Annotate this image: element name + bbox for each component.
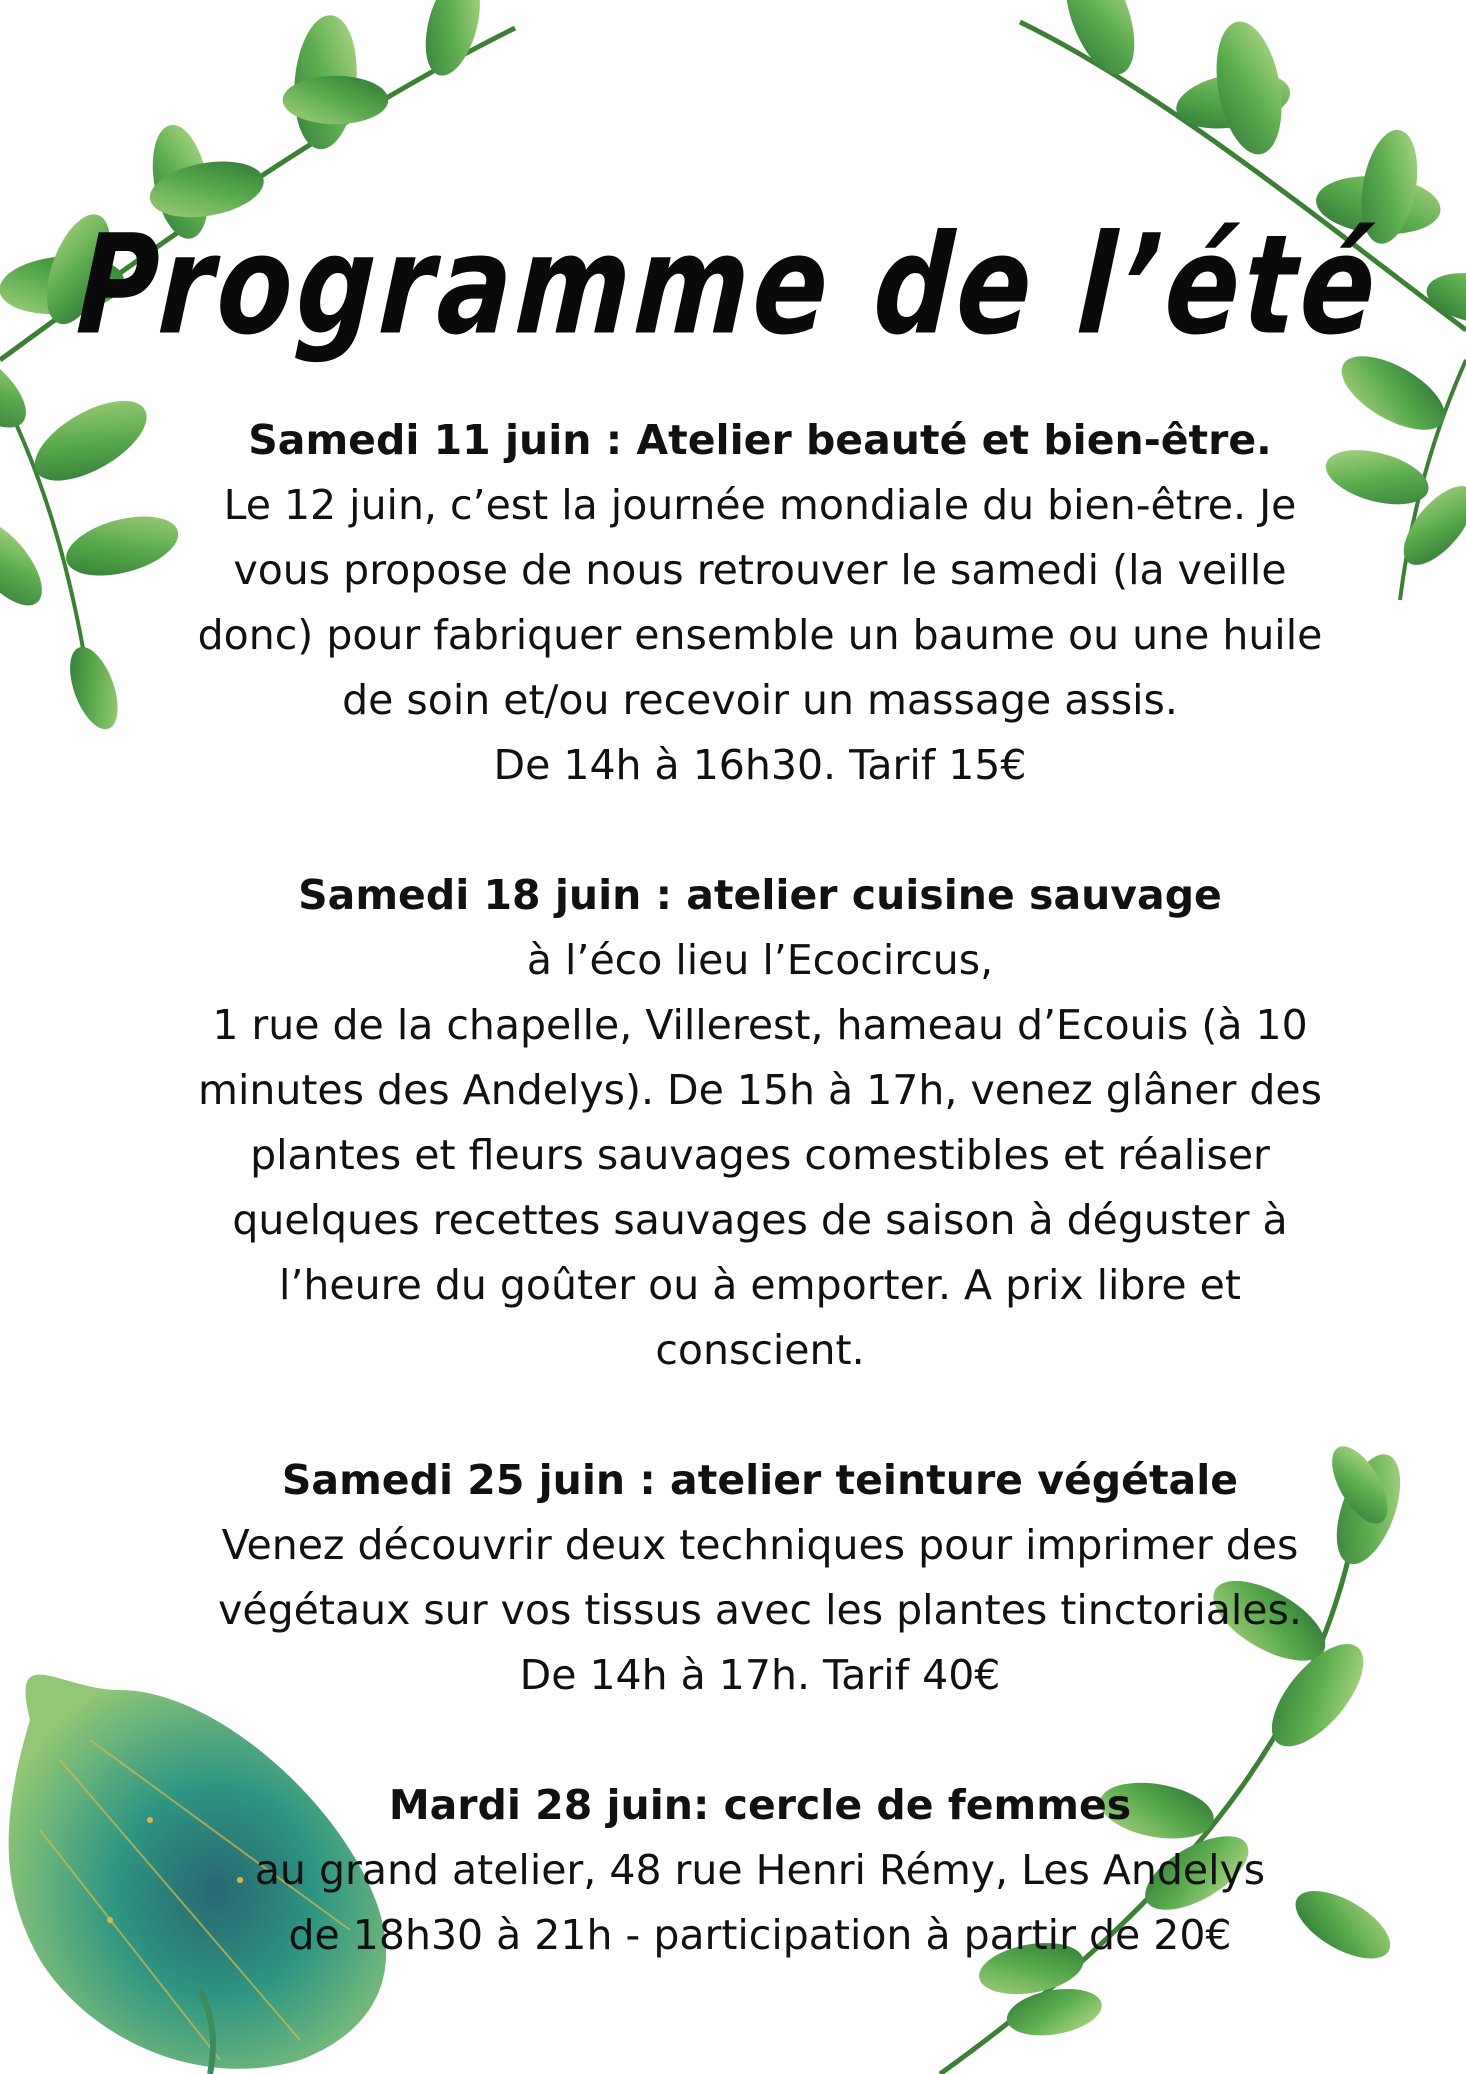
event-line: de 18h30 à 21h - participation à partir de 20€ <box>288 1911 1232 1959</box>
event-heading: Samedi 18 juin : atelier cuisine sauvage <box>298 871 1222 919</box>
event-line: plantes et fleurs sauvages comestibles et réaliser <box>250 1131 1270 1179</box>
event-item <box>150 408 1370 798</box>
program-content <box>150 408 1370 2033</box>
event-line: au grand atelier, 48 rue Henri Rémy, Les Andelys <box>254 1846 1266 1894</box>
event-line: vous propose de nous retrouver le samedi (la veille <box>233 546 1287 594</box>
event-line: conscient. <box>655 1326 865 1374</box>
event-heading: Samedi 25 juin : atelier teinture végétale <box>281 1456 1239 1504</box>
event-line: quelques recettes sauvages de saison à déguster à <box>232 1196 1288 1244</box>
event-line: De 14h à 16h30. Tarif 15€ <box>493 741 1027 789</box>
event-line: Venez découvrir deux techniques pour imprimer des <box>221 1521 1299 1569</box>
event-line: de soin et/ou recevoir un massage assis. <box>342 676 1178 724</box>
event-item <box>150 1448 1370 1708</box>
event-item <box>150 863 1370 1383</box>
event-line: Le 12 juin, c’est la journée mondiale du bien-être. Je <box>223 481 1297 529</box>
page-title: Programme de l’été <box>73 205 1384 365</box>
event-line: De 14h à 17h. Tarif 40€ <box>519 1651 1001 1699</box>
event-line: 1 rue de la chapelle, Villerest, hameau d’Ecouis (à 10 <box>212 1001 1308 1049</box>
event-line: à l’éco lieu l’Ecocircus, <box>526 936 994 984</box>
event-item <box>150 1773 1370 1968</box>
event-heading: Mardi 28 juin: cercle de femmes <box>388 1781 1132 1829</box>
event-line: donc) pour fabriquer ensemble un baume ou une huile <box>197 611 1323 659</box>
event-line: l’heure du goûter ou à emporter. A prix libre et <box>279 1261 1241 1309</box>
event-line: végétaux sur vos tissus avec les plantes tinctoriales. <box>218 1586 1302 1634</box>
event-line: minutes des Andelys). De 15h à 17h, venez glâner des <box>198 1066 1322 1114</box>
event-heading: Samedi 11 juin : Atelier beauté et bien-être. <box>248 416 1272 464</box>
